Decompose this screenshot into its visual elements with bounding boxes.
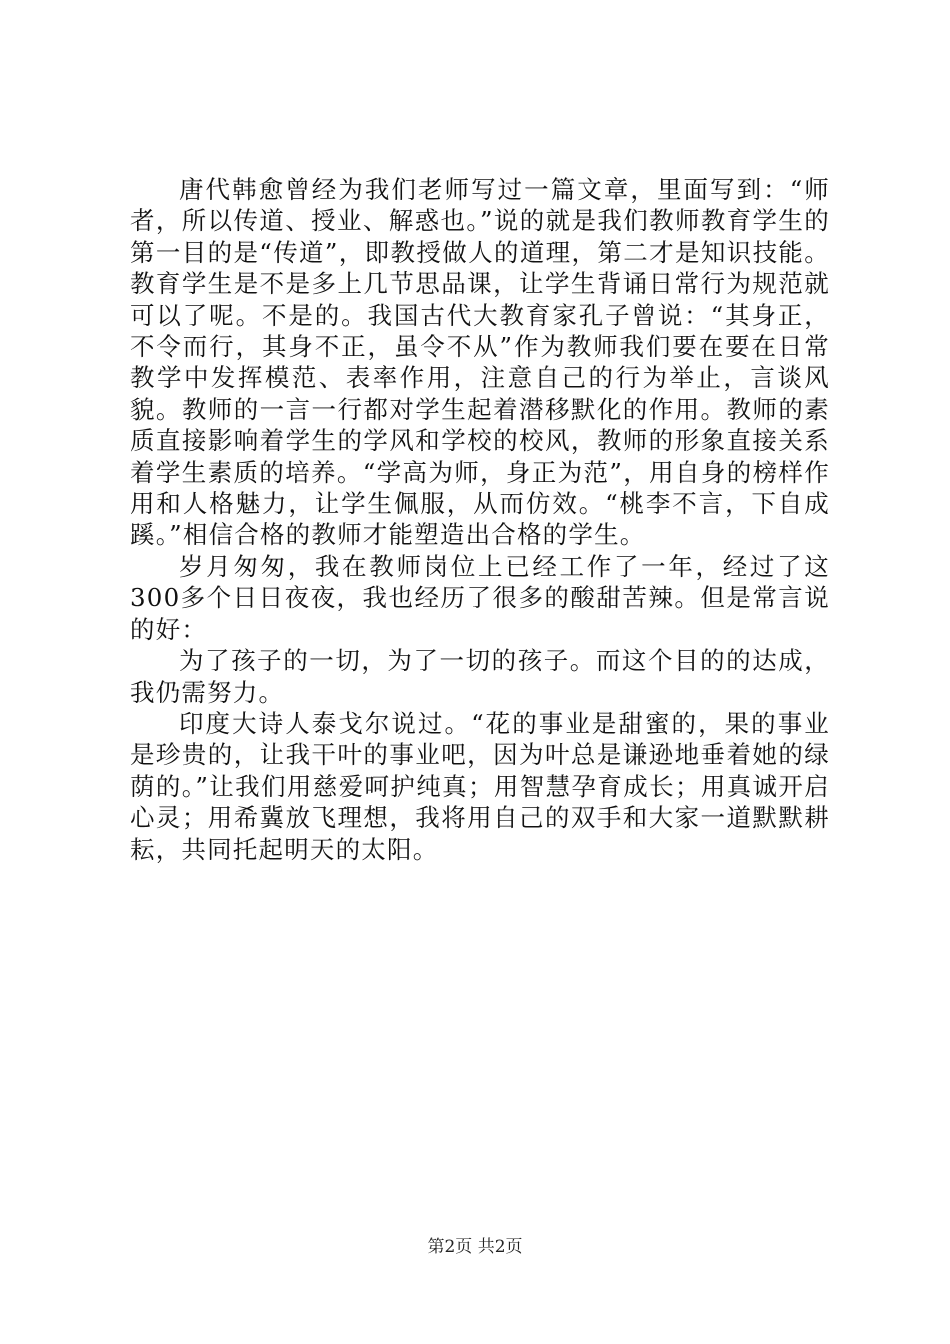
paragraph-2: 岁月匆匆，我在教师岗位上已经工作了一年，经过了这300多个日日夜夜，我也经历了很多的酸甜苦辣。但是常言说的好： xyxy=(130,551,830,644)
paragraph-4: 印度大诗人泰戈尔说过。“花的事业是甜蜜的，果的事业是珍贵的，让我干叶的事业吧，因为叶总是谦逊地垂着她的绿荫的。”让我们用慈爱呵护纯真；用智慧孕育成长；用真诚开启心灵；用希冀放飞理想，我将用自己的双手和大家一道默默耕耘，共同托起明天的太阳。 xyxy=(130,708,830,864)
document-body xyxy=(130,174,830,865)
paragraph-3: 为了孩子的一切，为了一切的孩子。而这个目的的达成，我仍需努力。 xyxy=(130,646,830,707)
paragraph-1: 唐代韩愈曾经为我们老师写过一篇文章，里面写到：“师者，所以传道、授业、解惑也。”说的就是我们教师教育学生的第一目的是“传道”，即教授做人的道理，第二才是知识技能。教育学生是不是多上几节思品课，让学生背诵日常行为规范就可以了呢。不是的。我国古代大教育家孔子曾说：“其身正，不令而行，其身不正，虽令不从”作为教师我们要在要在日常教学中发挥模范、表率作用，注意自己的行为举止，言谈风貌。教师的一言一行都对学生起着潜移默化的作用。教师的素质直接影响着学生的学风和学校的校风，教师的形象直接关系着学生素质的培养。“学高为师，身正为范”，用自身的榜样作用和人格魅力，让学生佩服，从而仿效。“桃李不言，下自成蹊。”相信合格的教师才能塑造出合格的学生。 xyxy=(130,175,830,550)
page-footer: 第2页 共2页 xyxy=(427,1237,523,1257)
